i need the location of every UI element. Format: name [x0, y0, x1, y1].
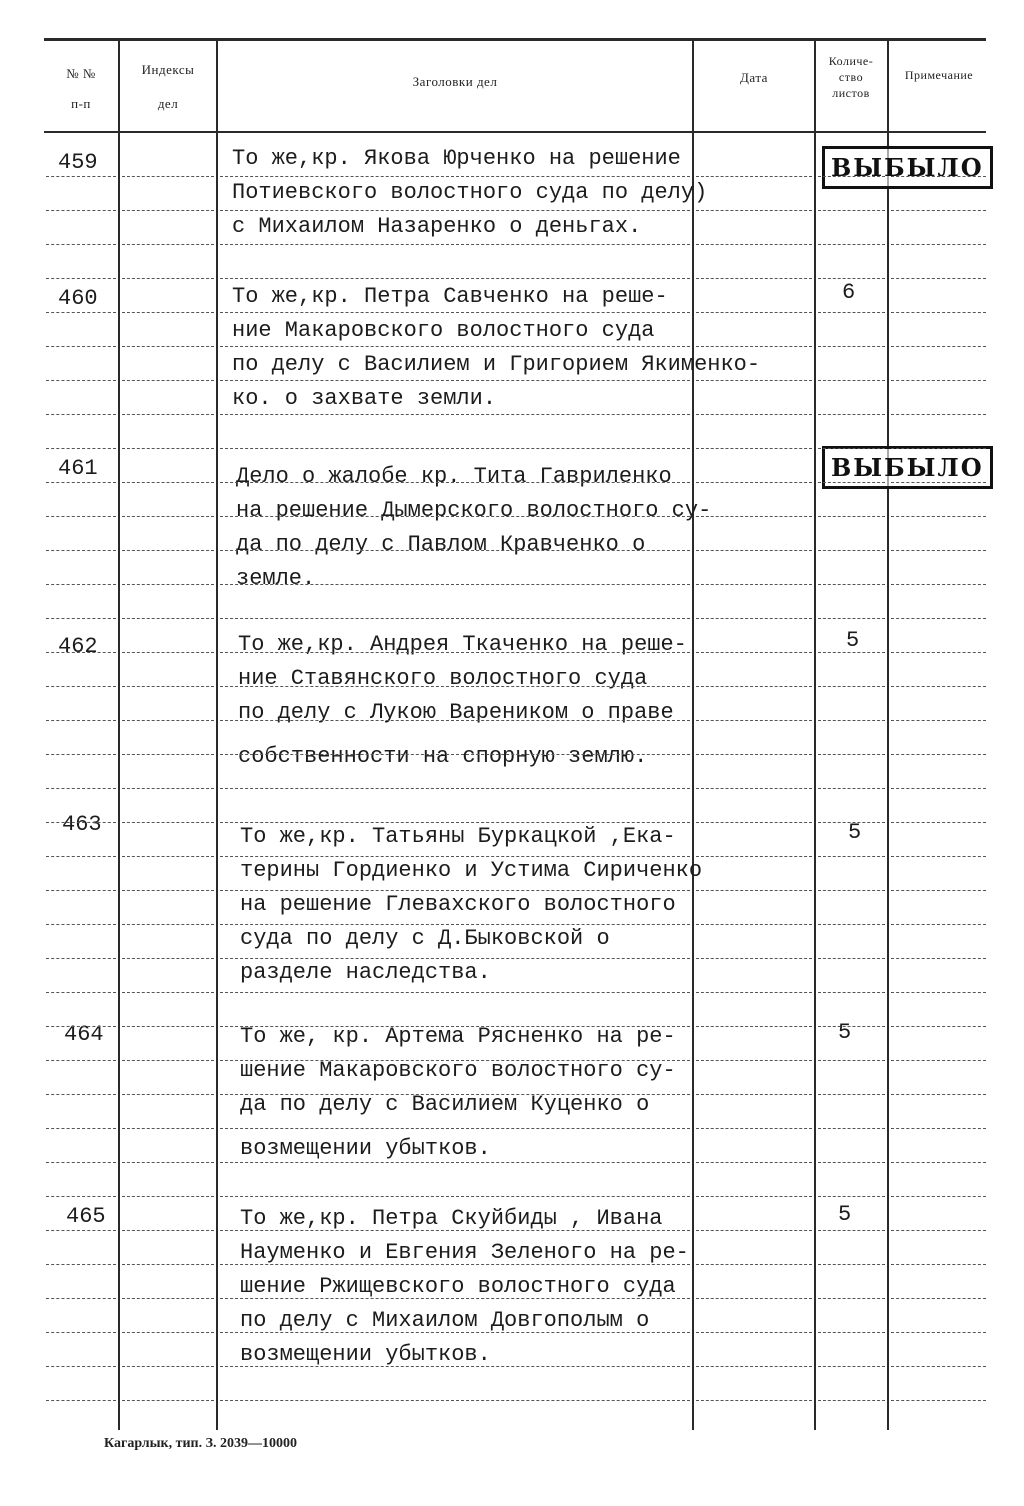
entry-title-line: с Михаилом Назаренко о деньгах. [232, 214, 642, 239]
ruled-line [696, 1060, 812, 1062]
ruled-line [122, 1060, 214, 1062]
ruled-line [122, 720, 214, 722]
ruled-line [220, 788, 690, 790]
ruled-line [46, 448, 116, 450]
ruled-line [46, 720, 116, 722]
entry-title-line: ко. о захвате земли. [232, 386, 497, 411]
entry-title-line: То же,кр. Татьяны Буркацкой ,Ека- [240, 824, 676, 849]
ruled-line [122, 1400, 214, 1402]
entry-title-line: ние Макаровского волостного суда [232, 318, 655, 343]
ruled-line [122, 754, 214, 756]
ruled-line [818, 1026, 885, 1028]
entry-title-line: Дело о жалобе кр. Тита Гавриленко [236, 464, 672, 489]
ruled-line [696, 516, 812, 518]
entry-title-line: суда по делу с Д.Быковской о [240, 926, 610, 951]
ruled-line [122, 1298, 214, 1300]
ruled-line [891, 686, 986, 688]
entry-number: 461 [58, 456, 98, 481]
ruled-line [46, 618, 116, 620]
ruled-line [818, 890, 885, 892]
entry-title-line: возмещении убытков. [240, 1342, 491, 1367]
ruled-line [122, 890, 214, 892]
header-title-label: Заголовки дел [412, 74, 498, 89]
ruled-line [122, 414, 214, 416]
ruled-line [46, 346, 116, 348]
ruled-line [818, 1298, 885, 1300]
ruled-line [46, 856, 116, 858]
entry-title-line: да по делу с Павлом Кравченко о [236, 532, 646, 557]
entry-title-line: по делу с Василием и Григорием Якименко- [232, 352, 761, 377]
ruled-line [122, 1094, 214, 1096]
ruled-line [696, 1196, 812, 1198]
ruled-line [220, 1366, 690, 1368]
ruled-line [220, 550, 690, 552]
ruled-line [696, 1332, 812, 1334]
ruled-line [818, 516, 885, 518]
col-sep-2 [216, 40, 218, 1430]
ruled-line [220, 1094, 690, 1096]
ruled-line [891, 414, 986, 416]
ruled-line [818, 1094, 885, 1096]
ruled-line [891, 720, 986, 722]
col-sep-1 [118, 40, 120, 1430]
ruled-line [818, 1264, 885, 1266]
ruled-line [696, 448, 812, 450]
ruled-line [696, 550, 812, 552]
ruled-line [891, 1060, 986, 1062]
ruled-line [818, 924, 885, 926]
ruled-line [891, 312, 986, 314]
ruled-line [220, 1230, 690, 1232]
ruled-line [696, 312, 812, 314]
ruled-line [696, 584, 812, 586]
ruled-line [696, 176, 812, 178]
ruled-line [891, 1026, 986, 1028]
withdrawn-stamp: ВЫБЫЛО [822, 446, 993, 489]
ruled-line [818, 584, 885, 586]
ruled-line [696, 958, 812, 960]
ruled-line [891, 1366, 986, 1368]
ruled-line [46, 1026, 116, 1028]
ruled-line [891, 278, 986, 280]
ruled-line [220, 924, 690, 926]
sheet-count: 5 [838, 1020, 852, 1045]
ruled-line [46, 822, 116, 824]
ruled-line [122, 584, 214, 586]
ruled-line [891, 1128, 986, 1130]
ruled-line [122, 1264, 214, 1266]
ruled-line [891, 346, 986, 348]
header-date-label: Дата [740, 70, 768, 85]
ruled-line [46, 244, 116, 246]
ruled-line [696, 414, 812, 416]
ruled-line [696, 278, 812, 280]
entry-title-line: ние Ставянского волостного суда [238, 666, 648, 691]
ruled-line [46, 652, 116, 654]
entry-title-line: земле. [236, 566, 316, 591]
ruled-line [696, 788, 812, 790]
ruled-line [818, 210, 885, 212]
ruled-line [891, 958, 986, 960]
ruled-line [220, 1332, 690, 1334]
ruled-line [818, 686, 885, 688]
ruled-line [891, 788, 986, 790]
ruled-line [46, 1366, 116, 1368]
ruled-line [696, 1230, 812, 1232]
ruled-line [46, 516, 116, 518]
sheet-count: 5 [838, 1202, 852, 1227]
sheet-count: 5 [846, 628, 860, 653]
ruled-line [220, 822, 690, 824]
ruled-line [818, 856, 885, 858]
ruled-line [696, 244, 812, 246]
ruled-line [818, 1196, 885, 1198]
ruled-line [220, 720, 690, 722]
ruled-line [220, 482, 690, 484]
ruled-line [891, 856, 986, 858]
ruled-line [696, 1264, 812, 1266]
header-bottom-rule [44, 131, 986, 133]
entry-title-line: разделе наследства. [240, 960, 491, 985]
ruled-line [46, 754, 116, 756]
ruled-line [891, 1332, 986, 1334]
ruled-line [220, 1264, 690, 1266]
ruled-line [122, 856, 214, 858]
ruled-line [122, 686, 214, 688]
ruled-line [220, 890, 690, 892]
entry-title-line: на решение Дымерского волостного су- [236, 498, 712, 523]
ruled-line [891, 482, 986, 484]
ruled-line [818, 414, 885, 416]
ruled-line [122, 380, 214, 382]
ruled-line [220, 754, 690, 756]
entry-number: 462 [58, 634, 98, 659]
ruled-line [220, 278, 690, 280]
sheet-count: 6 [842, 280, 856, 305]
entry-number: 464 [64, 1022, 104, 1047]
ruled-line [46, 686, 116, 688]
ruled-line [891, 890, 986, 892]
entry-title-line: шение Ржищевского волостного суда [240, 1274, 676, 1299]
ruled-line [696, 754, 812, 756]
header-sheets-label-3: листов [832, 86, 870, 100]
header-index-label-1: Индексы [141, 62, 195, 77]
ruled-line [46, 1264, 116, 1266]
entry-number: 460 [58, 286, 98, 311]
ruled-line [46, 584, 116, 586]
ruled-line [696, 1128, 812, 1130]
ruled-line [46, 312, 116, 314]
ruled-line [220, 856, 690, 858]
ruled-line [891, 1400, 986, 1402]
entry-title-line: по делу с Лукою Вареником о праве [238, 700, 674, 725]
ruled-line [818, 550, 885, 552]
ruled-line [46, 1162, 116, 1164]
ruled-line [220, 652, 690, 654]
ruled-line [818, 244, 885, 246]
col-sep-5 [887, 40, 889, 1430]
ruled-line [220, 1162, 690, 1164]
ruled-line [122, 924, 214, 926]
ruled-line [891, 992, 986, 994]
ruled-line [696, 1400, 812, 1402]
ruled-line [46, 176, 116, 178]
ruled-line [122, 1162, 214, 1164]
ruled-line [891, 1230, 986, 1232]
ruled-line [220, 618, 690, 620]
ruled-line [122, 788, 214, 790]
ruled-line [46, 788, 116, 790]
entry-title-line: собственности на спорную землю. [238, 744, 648, 769]
ruled-line [696, 1366, 812, 1368]
ruled-line [818, 958, 885, 960]
ruled-line [122, 244, 214, 246]
ruled-line [46, 482, 116, 484]
ruled-line [818, 482, 885, 484]
ruled-line [696, 482, 812, 484]
ruled-line [891, 652, 986, 654]
ruled-line [122, 1332, 214, 1334]
ruled-line [818, 1332, 885, 1334]
ruled-line [122, 210, 214, 212]
printer-imprint: Кагарлык, тип. З. 2039—10000 [104, 1436, 298, 1451]
entry-title-line: Науменко и Евгения Зеленого на ре- [240, 1240, 689, 1265]
ruled-line [891, 448, 986, 450]
ruled-line [122, 1196, 214, 1198]
ruled-line [46, 924, 116, 926]
ruled-line [696, 720, 812, 722]
ruled-line [220, 380, 690, 382]
ruled-line [818, 1230, 885, 1232]
ruled-line [122, 312, 214, 314]
ruled-line [818, 346, 885, 348]
ruled-line [696, 1094, 812, 1096]
ruled-line [122, 652, 214, 654]
ruled-line [891, 1298, 986, 1300]
ruled-line [122, 516, 214, 518]
ruled-line [46, 380, 116, 382]
ruled-line [818, 448, 885, 450]
ruled-line [696, 686, 812, 688]
ruled-line [891, 584, 986, 586]
ruled-line [891, 380, 986, 382]
ruled-line [46, 890, 116, 892]
ruled-line [220, 1196, 690, 1198]
ruled-line [696, 346, 812, 348]
ruled-line [696, 1298, 812, 1300]
ruled-line [891, 176, 986, 178]
entry-title-line: Потиевского волостного суда по делу) [232, 180, 708, 205]
ruled-line [220, 1128, 690, 1130]
header-index-label-2: дел [157, 96, 179, 111]
ruled-line [220, 176, 690, 178]
entry-number: 465 [66, 1204, 106, 1229]
entry-title-line: То же,кр. Андрея Ткаченко на реше- [238, 632, 687, 657]
ruled-line [220, 210, 690, 212]
ruled-line [220, 448, 690, 450]
ruled-line [891, 210, 986, 212]
header-note-label: Примечание [904, 68, 974, 82]
ruled-line [46, 414, 116, 416]
ruled-line [122, 278, 214, 280]
ruled-line [818, 822, 885, 824]
ruled-line [46, 550, 116, 552]
ruled-line [696, 618, 812, 620]
entry-title-line: То же,кр. Петра Савченко на решe- [232, 284, 668, 309]
ruled-line [46, 1060, 116, 1062]
ruled-line [46, 1196, 116, 1198]
ruled-line [818, 312, 885, 314]
ruled-line [818, 720, 885, 722]
header-top-rule [44, 38, 986, 41]
ruled-line [46, 992, 116, 994]
ruled-line [818, 1128, 885, 1130]
ruled-line [891, 822, 986, 824]
ruled-line [818, 1060, 885, 1062]
entry-title-line: по делу с Михаилом Довгополым о [240, 1308, 650, 1333]
ruled-line [220, 1026, 690, 1028]
sheet-count: 5 [848, 820, 862, 845]
ruled-line [891, 516, 986, 518]
entry-title-line: шение Макаровского волостного су- [240, 1058, 676, 1083]
ruled-line [818, 754, 885, 756]
ruled-line [46, 278, 116, 280]
ruled-line [696, 1162, 812, 1164]
ruled-line [818, 1400, 885, 1402]
ruled-line [220, 992, 690, 994]
ruled-line [122, 346, 214, 348]
ruled-line [46, 1230, 116, 1232]
ruled-line [696, 822, 812, 824]
entry-title-line: То же, кр. Артема Рясненко на ре- [240, 1024, 676, 1049]
ruled-line [891, 550, 986, 552]
ruled-line [220, 1298, 690, 1300]
ruled-line [220, 1400, 690, 1402]
ruled-line [818, 380, 885, 382]
entry-title-line: возмещении убытков. [240, 1136, 491, 1161]
withdrawn-stamp: ВЫБЫЛО [822, 146, 993, 189]
ruled-line [891, 924, 986, 926]
ruled-line [122, 822, 214, 824]
header-num-label-2: п-п [71, 96, 91, 111]
ruled-line [696, 380, 812, 382]
ruled-line [696, 992, 812, 994]
ruled-line [220, 958, 690, 960]
ruled-line [220, 584, 690, 586]
ruled-line [220, 1060, 690, 1062]
ruled-line [818, 992, 885, 994]
ruled-line [696, 1026, 812, 1028]
ruled-line [818, 1366, 885, 1368]
ruled-line [122, 176, 214, 178]
ruled-line [122, 1366, 214, 1368]
ruled-line [818, 652, 885, 654]
ruled-line [122, 1026, 214, 1028]
ruled-line [122, 958, 214, 960]
ruled-line [696, 210, 812, 212]
ruled-line [220, 312, 690, 314]
ruled-line [220, 516, 690, 518]
ruled-line [46, 1332, 116, 1334]
ruled-line [46, 210, 116, 212]
ruled-line [818, 278, 885, 280]
ruled-line [891, 1196, 986, 1198]
ruled-line [46, 958, 116, 960]
ruled-line [46, 1400, 116, 1402]
ruled-line [46, 1298, 116, 1300]
ruled-line [220, 244, 690, 246]
ruled-line [46, 1094, 116, 1096]
ruled-line [122, 1230, 214, 1232]
ruled-line [122, 448, 214, 450]
ruled-line [891, 1094, 986, 1096]
ruled-line [122, 992, 214, 994]
ruled-line [818, 788, 885, 790]
ruled-line [696, 652, 812, 654]
ruled-line [818, 1162, 885, 1164]
ruled-line [818, 618, 885, 620]
ruled-line [891, 754, 986, 756]
ruled-line [122, 1128, 214, 1130]
entry-title-line: То же,кр. Петра Скуйбиды , Ивана [240, 1206, 663, 1231]
entry-number: 459 [58, 150, 98, 175]
entry-title-line: на решение Глевахского волостного [240, 892, 676, 917]
ruled-line [891, 1162, 986, 1164]
header-sheets-label-2: ство [838, 70, 864, 84]
header-sheets-label-1: Количе- [828, 54, 874, 68]
ruled-line [818, 176, 885, 178]
ruled-line [122, 618, 214, 620]
ruled-line [220, 346, 690, 348]
ruled-line [122, 550, 214, 552]
col-sep-4 [814, 40, 816, 1430]
ruled-line [891, 618, 986, 620]
ruled-line [891, 1264, 986, 1266]
ruled-line [220, 414, 690, 416]
entry-title-line: да по делу с Василием Куценко о [240, 1092, 650, 1117]
entry-title-line: То же,кр. Якова Юрченко на решение [232, 146, 681, 171]
ruled-line [122, 482, 214, 484]
entry-title-line: терины Гордиенко и Устима Сириченко [240, 858, 703, 883]
col-sep-3 [692, 40, 694, 1430]
header-num-label-1: № № [66, 66, 96, 81]
ruled-line [696, 856, 812, 858]
ruled-line [696, 924, 812, 926]
ruled-line [220, 686, 690, 688]
ruled-line [46, 1128, 116, 1130]
ruled-line [891, 244, 986, 246]
ruled-line [696, 890, 812, 892]
entry-number: 463 [62, 812, 102, 837]
